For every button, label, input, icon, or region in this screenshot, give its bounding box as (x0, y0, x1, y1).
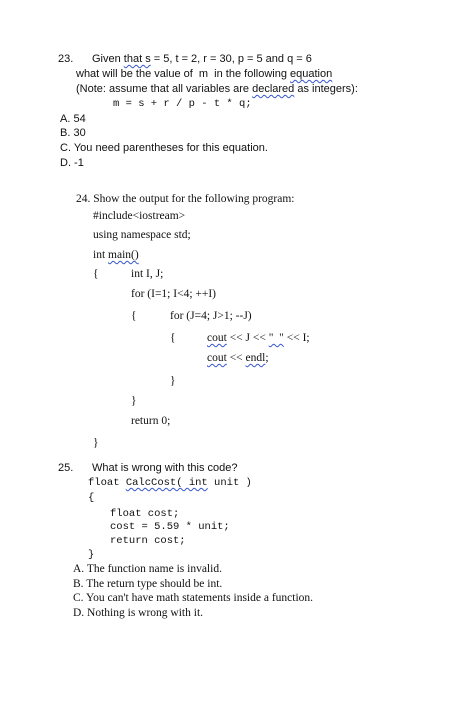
q24-close-inner: } (170, 375, 176, 387)
q24-open-inner: { (170, 332, 176, 344)
q25-sig-float: float (88, 477, 126, 489)
q23-number: 23. (58, 53, 74, 65)
q23-option-d: D. -1 (60, 157, 84, 169)
q23-given-that: that (123, 53, 146, 65)
q24-open-main: { (93, 268, 99, 280)
q24-main-line (93, 249, 139, 261)
q24-for-outer: for (I=1; I<4; ++I) (131, 288, 217, 300)
q23-note-declared: declared (252, 83, 295, 95)
q25-open-brace: { (88, 492, 95, 504)
q24-title: 24. Show the output for the following program: (76, 193, 295, 205)
q24-close-main: } (93, 437, 99, 449)
q24-return: return 0; (131, 415, 171, 427)
q23-note-suffix: as integers): (294, 83, 358, 95)
q23-line2-prefix: what will be the value of m in the following (76, 68, 291, 80)
q25-code-line-1: float cost; (110, 508, 180, 520)
q25-signature (88, 477, 252, 489)
q23-option-b: B. 30 (60, 127, 86, 139)
q24-cout2-mid: << (226, 352, 246, 364)
q23-given-line (92, 53, 312, 65)
q24-open-outer: { (131, 310, 137, 322)
q25-title: What is wrong with this code? (92, 462, 238, 474)
q23-code: m = s + r / p - t * q; (113, 98, 252, 110)
q23-option-c: C. You need parentheses for this equation. (60, 142, 268, 154)
q24-cout2-end: ; (265, 352, 269, 364)
q23-given-s: s (145, 53, 151, 65)
q25-option-d: D. Nothing is wrong with it. (73, 607, 204, 619)
q24-main-prefix: int (93, 249, 109, 261)
q24-include: #include<iostream> (93, 210, 186, 222)
q25-option-a: A. The function name is invalid. (73, 563, 222, 575)
q25-code-line-2: cost = 5.59 * unit; (110, 521, 230, 533)
q23-given-rest: = 5, t = 2, r = 30, p = 5 and q = 6 (150, 53, 312, 65)
q25-option-b: B. The return type should be int. (73, 578, 223, 590)
q24-for-inner: for (J=4; J>1; --J) (170, 310, 252, 322)
q25-sig-rest: unit ) (207, 477, 252, 489)
q25-close-brace: } (88, 549, 95, 561)
q24-close-outer: } (131, 395, 137, 407)
q24-cout1-mid: << J << (226, 332, 269, 344)
q24-cout1-end: << I; (283, 332, 310, 344)
q24-using: using namespace std; (93, 229, 191, 241)
q24-cout1-word: cout (207, 332, 227, 344)
q24-cout-line-1 (207, 332, 310, 344)
q25-code-line-3: return cost; (110, 535, 186, 547)
q24-cout2-endl: endl (245, 352, 266, 364)
q25-number: 25. (58, 462, 74, 474)
q24-decl: int I, J; (131, 268, 164, 280)
q24-cout1-str: " " (268, 332, 284, 344)
q24-cout2-word: cout (207, 352, 227, 364)
q23-given-prefix: Given (92, 53, 124, 65)
q25-sig-name: CalcCost( int (125, 477, 208, 489)
q25-option-c: C. You can't have math statements inside a function. (73, 592, 314, 604)
q23-question-line (76, 68, 332, 80)
q23-option-a: A. 54 (60, 113, 86, 125)
q24-main-name: main() (108, 249, 139, 261)
q23-note-line (76, 83, 358, 95)
q23-line2-eq: equation (290, 68, 333, 80)
q24-cout-line-2 (207, 352, 269, 364)
q23-note-prefix: (Note: assume that all variables are (76, 83, 253, 95)
